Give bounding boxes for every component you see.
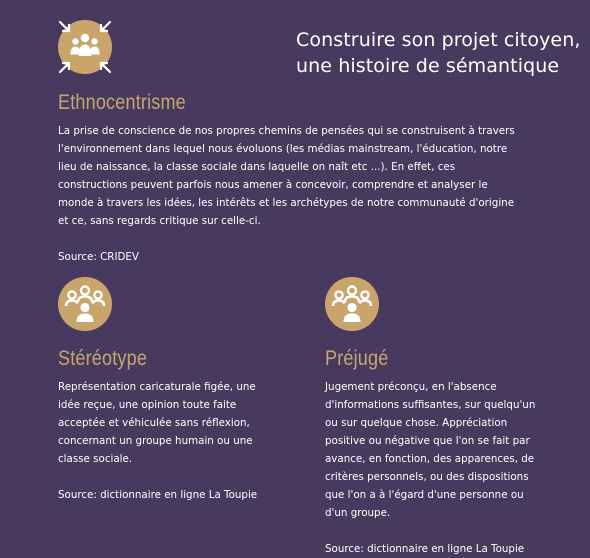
group-icon — [325, 277, 379, 331]
section-source: Source: dictionnaire en ligne La Toupie — [325, 543, 525, 555]
page-title-line-2: une histoire de sémantique — [296, 54, 560, 77]
group-collapse-icon — [58, 20, 112, 74]
group-icon — [58, 277, 112, 331]
section-text: Représentation caricaturale figée, une idée reçue, une opinion toute faite acceptée et véhiculée sans réflexion, concernant un groupe humain ou une classe sociale. — [58, 381, 256, 465]
page-title — [296, 27, 586, 79]
section-title: Ethnocentrisme — [58, 91, 186, 114]
section-title: Stéréotype — [58, 347, 148, 370]
section-text: Jugement préconçu, en l'absence d'informations suffisantes, sur quelqu'un ou sur quelque chose. Appréciation positive ou négative que l'on se fait par avance, en fonction, des apparences, de critères personnels, ou des dispositions que l'on a à l'égard d'une personne ou d'un groupe. — [325, 381, 536, 519]
section-title: Préjugé — [325, 347, 389, 370]
section-body — [58, 378, 268, 504]
section-text: La prise de conscience de nos propres chemins de pensées qui se construisent à travers l'environnement dans lequel nous évoluons (les médias mainstream, l'éducation, notre lieu de naissance, la classe sociale dans laquelle on naît etc ...). En effet, ces constructions peuvent parfois nous amener à concevoir, comprendre et analyser le monde à travers les idées, les intérêts et les archétypes de notre communauté d'origine et ce, sans regards critique sur celle-ci. — [58, 125, 515, 227]
section-body — [58, 122, 520, 266]
section-source: Source: dictionnaire en ligne La Toupie — [58, 489, 258, 501]
section-body — [325, 378, 540, 558]
section-source: Source: CRIDEV — [58, 251, 139, 263]
page-title-line-1: Construire son projet citoyen, — [296, 28, 581, 51]
